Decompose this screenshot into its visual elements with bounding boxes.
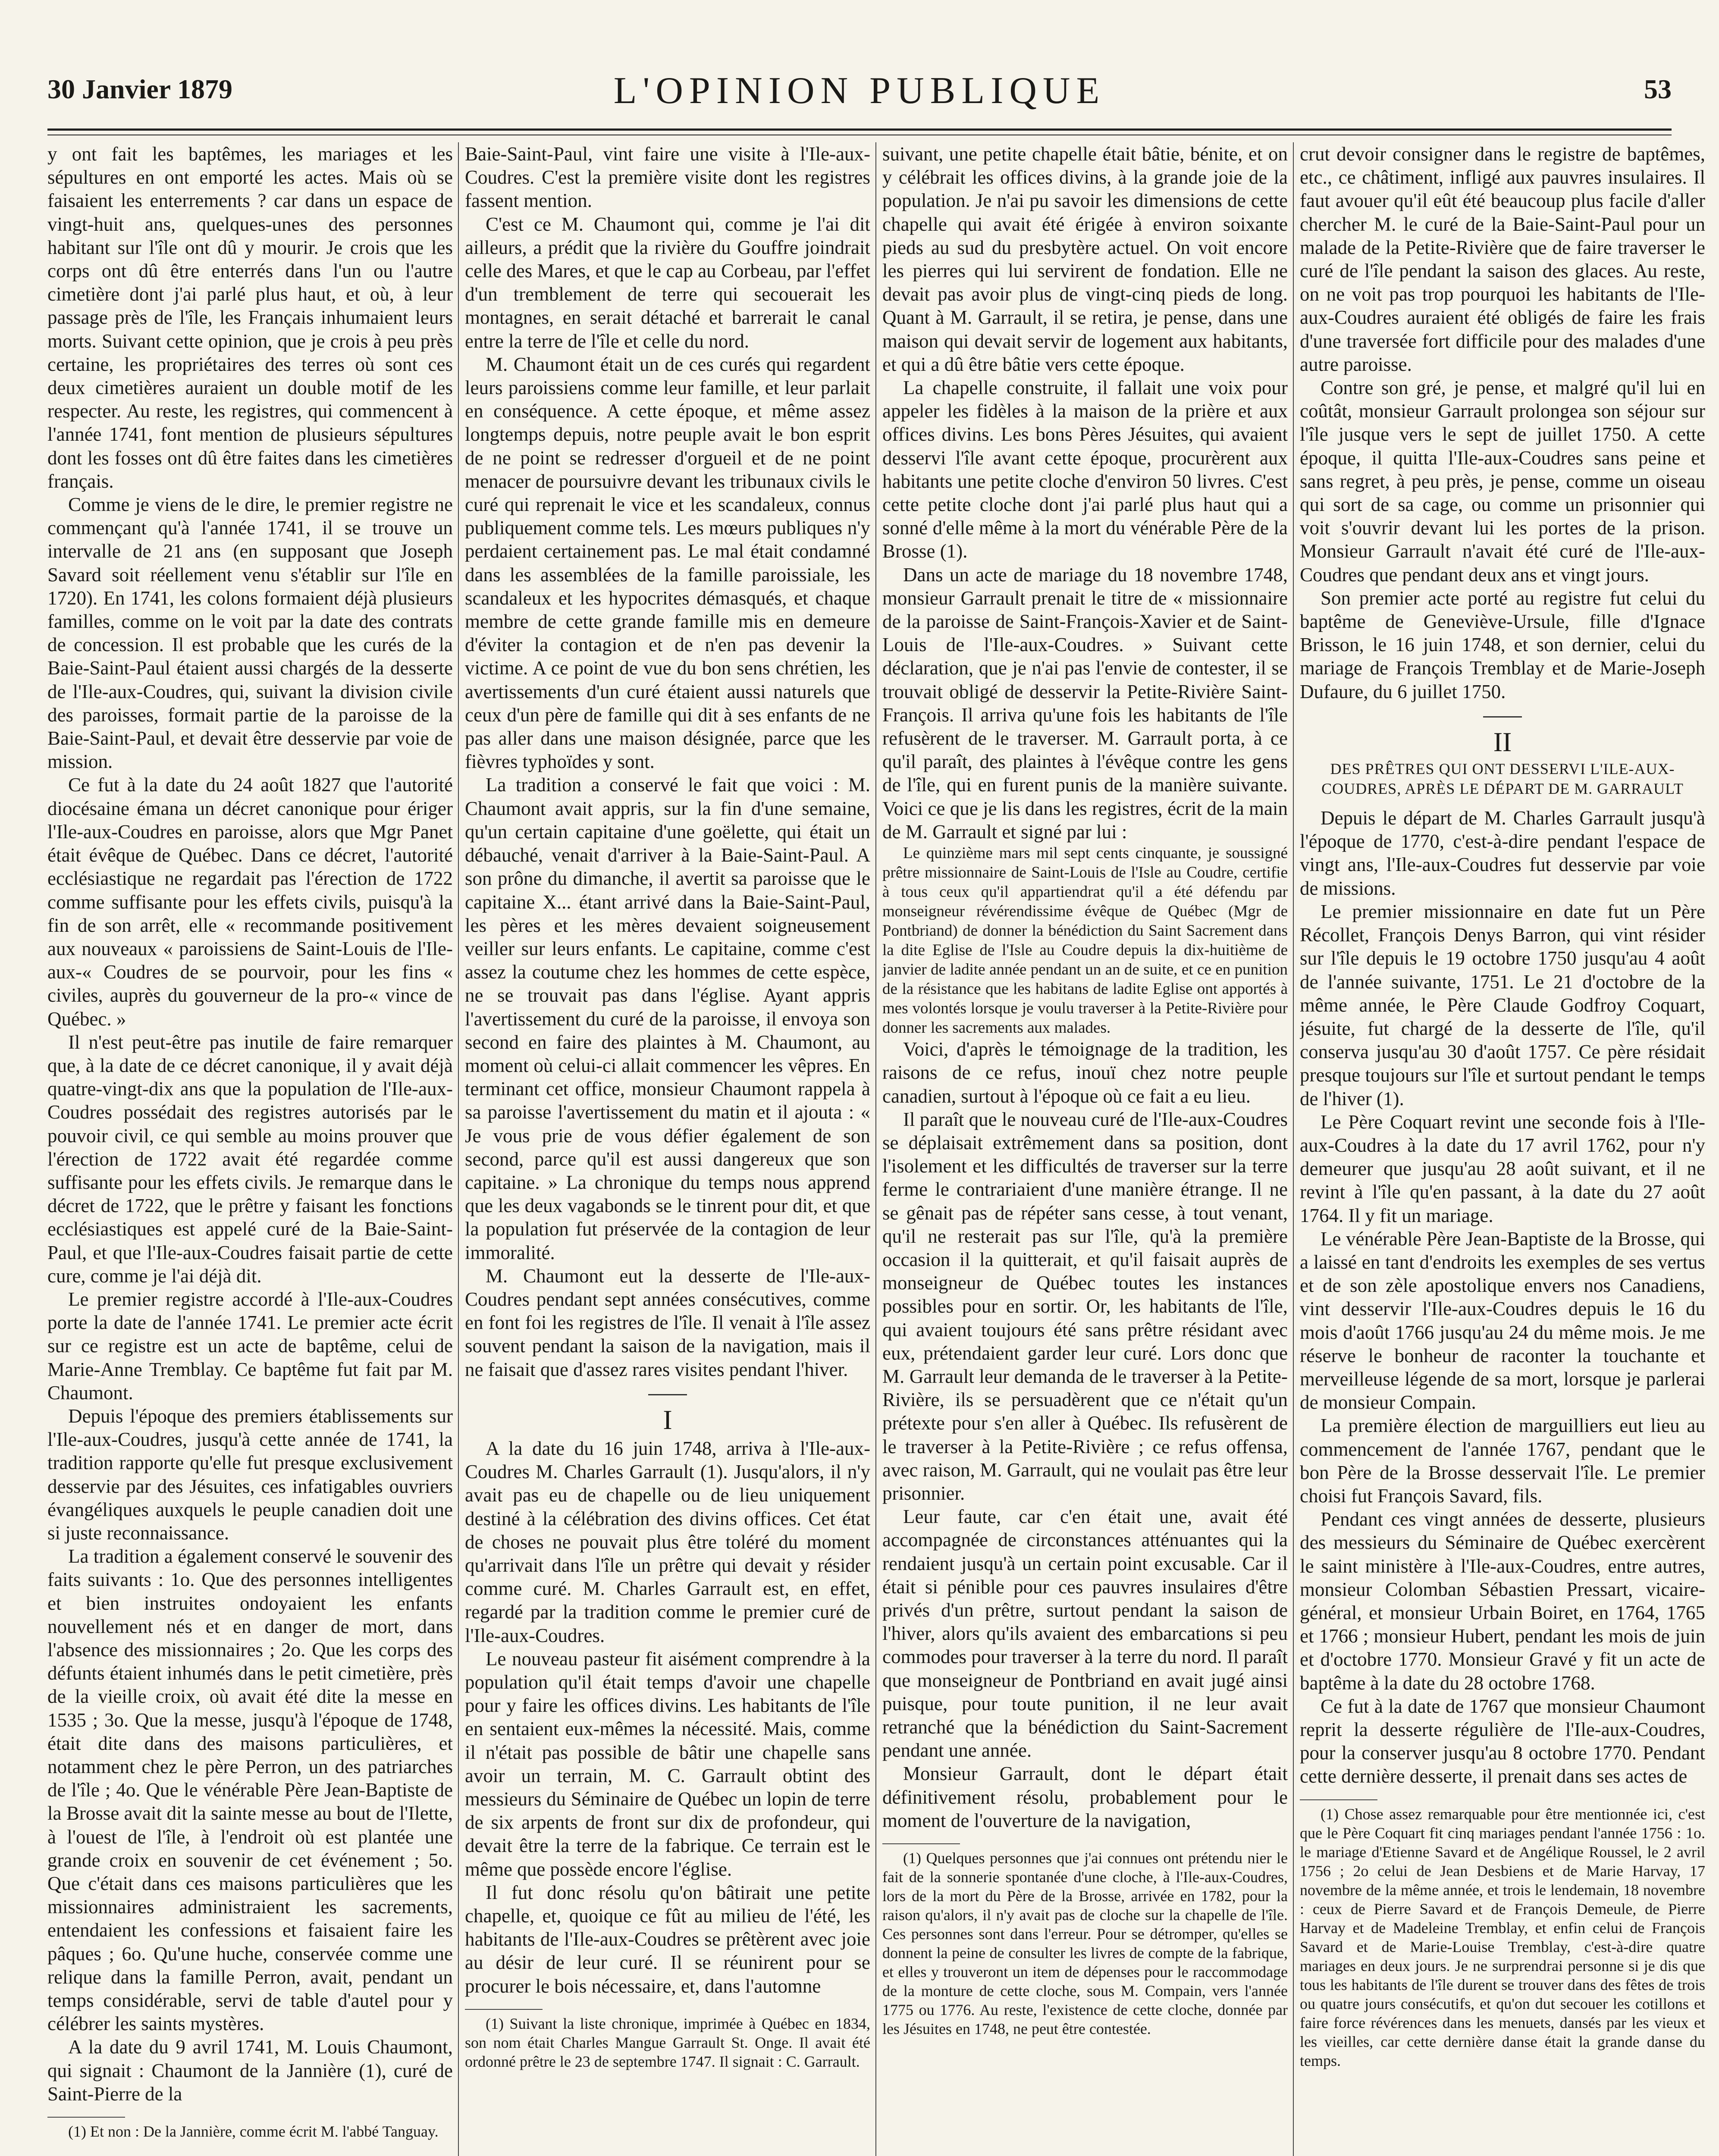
page-header: [47, 65, 1672, 121]
paragraph: Le Père Coquart revint une seconde fois à l'Ile-aux-Coudres à la date du 17 avril 1762, pour n'y demeurer que jusqu'au 28 août suivant, et il ne revint à l'île qu'en passant, à la date du 27 août 1764. Il y fit un mariage.: [1300, 1111, 1705, 1226]
footnote: (1) Quelques personnes que j'ai connues ont prétendu nier le fait de la sonnerie spontanée d'une cloche, à l'Ile-aux-Coudres, lors de la mort du Père de la Brosse, arrivée en 1782, pour la raison qu'alors, il n'y avait pas de cloche sur la chapelle de l'île. Ces personnes sont dans l'erreur. Pour se détromper, qu'elles se donnent la peine de consulter les livres de compte de la fabrique, et elles y trouveront un item de dépenses pour le raccommodage de la monture de cette cloche, sous M. Compain, vers l'année 1775 ou 1776. Au reste, l'existence de cette cloche, donnée par les Jésuites en 1748, ne peut être contestée.: [882, 1849, 1288, 2037]
column-divider: [875, 142, 876, 2156]
paragraph: A la date du 16 juin 1748, arriva à l'Ile-aux-Coudres M. Charles Garrault (1). Jusqu'alors, il n'y avait pas eu de chapelle ou de lieu uniquement destiné à la célébration des divins offices. Cet état de choses ne pouvait plus être toléré du moment qu'arrivait dans l'île un prêtre qui devait y résider comme curé. M. Charles Garrault est, en effet, regardé par la tradition comme le premier curé de l'Ile-aux-Coudres.: [465, 1437, 870, 1646]
register-quotation: Le quinzième mars mil sept cents cinquante, je soussigné prêtre missionnaire de Saint-Louis de l'Isle au Coudre, certifie à tous ceux qu'il appartiendrat qu'il a été défendu par monseigneur révérendissime évêque de Québec (Mgr de Pontbriand) de donner la bénédiction du Saint Sacrement dans la dite Eglise de l'Isle au Coudre depuis la dix-huitième de janvier de ladite année pendant un an de suite, et ce en punition de la résistance que les habitans de ladite Eglise ont apportés à mes volontés lorsque je voulu traverser à la Petite-Rivière pour donner les sacrements aux malades.: [882, 844, 1288, 1037]
column-3: [882, 142, 1288, 2156]
page-number: 53: [1644, 74, 1672, 104]
paragraph: La chapelle construite, il fallait une voix pour appeler les fidèles à la maison de la prière et aux offices divins. Les bons Pères Jésuites, qui avaient desservi l'île avant cette époque, procurèrent aux habitants une petite cloche d'environ 50 livres. C'est cette petite cloche dont j'ai parlé plus haut qui a sonné d'elle même à la mort du vénérable Père de la Brosse (1).: [882, 377, 1288, 562]
column-2: [465, 142, 870, 2156]
paragraph: Contre son gré, je pense, et malgré qu'il lui en coûtât, monsieur Garrault prolongea son séjour sur l'île jusque vers le sept de juillet 1750. A cette époque, il quitta l'Ile-aux-Coudres sans peine et sans regret, à peu près, je pense, comme un oiseau qui sort de sa cage, ou comme un prisonnier qui voit s'ouvrir devant lui les portes de la prison. Monsieur Garrault n'avait été curé de l'Ile-aux-Coudres que pendant deux ans et vingt jours.: [1300, 377, 1705, 586]
paragraph: Le vénérable Père Jean-Baptiste de la Brosse, qui a laissé en tant d'endroits les exemples de ses vertus et de son zèle apostolique envers nos Canadiens, vint desservir l'Ile-aux-Coudres depuis le 16 du mois d'août 1766 jusqu'au 24 du même mois. Je me réserve le bonheur de raconter la touchante et merveilleuse légende de sa mort, lorsque je parlerai de monsieur Compain.: [1300, 1228, 1705, 1413]
section-rule: [648, 1394, 687, 1395]
paragraph: Il fut donc résolu qu'on bâtirait une petite chapelle, et, quoique ce fût au milieu de l'été, les habitants de l'Ile-aux-Coudres se prêtèrent avec joie au désir de leur curé. Il se réunirent pour se procurer le bois nécessaire, et, dans l'automne: [465, 1881, 870, 1997]
paragraph: Ce fut à la date du 24 août 1827 que l'autorité diocésaine émana un décret canonique pour ériger l'Ile-aux-Coudres en paroisse, alors que Mgr Panet était évêque de Québec. Dans ce décret, l'autorité ecclésiastique ne regardait pas l'érection de 1722 comme suffisante pour les effets civils, puisqu'à la fin de son arrêt, elle « recommande positivement aux nouveaux « paroissiens de Saint-Louis de l'Ile-aux-« Coudres de se pourvoir, pour les fins « civiles, auprès du gouverneur de la pro-« vince de Québec. »: [47, 774, 453, 1030]
column-divider: [1293, 142, 1294, 2156]
issue-date: 30 Janvier 1879: [47, 74, 233, 104]
paragraph: Comme je viens de le dire, le premier registre ne commençant qu'à l'année 1741, il se trouve un intervalle de 21 ans (en supposant que Joseph Savard soit réellement venu s'établir sur l'île en 1720). En 1741, les colons formaient déjà plusieurs familles, comme on le voit par la date des contrats de concession. Il est probable que les curés de la Baie-Saint-Paul étaient aussi chargés de la desserte de l'Ile-aux-Coudres, qui, suivant la division civile des paroisses, formait partie de la paroisse de la Baie-Saint-Paul, et devait être desservie par voie de mission.: [47, 494, 453, 773]
paragraph: Le nouveau pasteur fit aisément comprendre à la population qu'il était temps d'avoir une chapelle pour y faire les offices divins. Les habitants de l'île en sentaient eux-mêmes la nécessité. Mais, comme il n'était pas possible de bâtir une chapelle sans avoir un terrain, M. C. Garrault obtint des messieurs du Séminaire de Québec un lopin de terre de six arpents de front sur dix de profondeur, qui devait être la terre de la fabrique. Ce terrain est le même que possède encore l'église.: [465, 1648, 870, 1880]
footnote: (1) Et non : De la Jannière, comme écrit M. l'abbé Tanguay.: [68, 2123, 439, 2140]
paragraph: crut devoir consigner dans le registre de baptêmes, etc., ce châtiment, infligé aux pauvres insulaires. Il faut avouer qu'il eût été beaucoup plus facile d'aller chercher M. le curé de la Baie-Saint-Paul pour un malade de la Petite-Rivière que de faire traverser le curé de l'île pendant la saison des glaces. Au reste, on ne voit pas trop pourquoi les habitants de l'Ile-aux-Coudres auraient été obligés de faire les frais d'une traversée fort difficile pour des malades d'une autre paroisse.: [1300, 143, 1705, 375]
paragraph: Son premier acte porté au registre fut celui du baptême de Geneviève-Ursule, fille d'Ignace Brisson, le 16 juin 1748, et son dernier, celui du mariage de François Tremblay et de Marie-Joseph Dufaure, du 6 juillet 1750.: [1300, 587, 1705, 702]
footnote-rule: [882, 1843, 960, 1844]
paragraph: La tradition a également conservé le souvenir des faits suivants : 1o. Que des personnes intelligentes et bien instruites ondoyaient les enfants nouvellement nés et en danger de mort, dans l'absence des missionnaires ; 2o. Que les corps des défunts étaient inhumés dans le petit cimetière, près de la vieille croix, où avait été dite la messe en 1535 ; 3o. Que la messe, jusqu'à l'époque de 1748, était dite dans des maisons particulières, et notamment chez le père Perron, un des patriarches de l'île ; 4o. Que le vénérable Père Jean-Baptiste de la Brosse avait dit la sainte messe au bout de l'Ilette, à l'ouest de l'île, à l'endroit où est plantée une grande croix en souvenir de cet événement ; 5o. Que c'était dans ces maisons particulières que les missionnaires administraient les sacrements, entendaient les confessions et faisaient faire les pâques ; 6o. Qu'une huche, conservée comme une relique dans la famille Perron, avait, pendant un temps considérable, servi de table d'autel pour y célébrer les saints mystères.: [47, 1545, 453, 2035]
paragraph: Depuis l'époque des premiers établissements sur l'Ile-aux-Coudres, jusqu'à cette année de 1741, la tradition rapporte qu'elle fut presque exclusivement desservie par des Jésuites, ces infatigables ouvriers évangéliques auxquels le peuple canadien doit une si juste reconnaissance.: [47, 1405, 453, 1544]
paragraph: Pendant ces vingt années de desserte, plusieurs des messieurs du Séminaire de Québec exercèrent le saint ministère à l'Ile-aux-Coudres, entre autres, monsieur Colomban Sébastien Pressart, vicaire-général, et monsieur Urbain Boiret, en 1764, 1765 et 1766 ; monsieur Hubert, pendant les mois de juin et d'octobre 1770. Monsieur Gravé y fit un acte de baptême à la date du 28 octobre 1768.: [1300, 1508, 1705, 1694]
paragraph: Le premier missionnaire en date fut un Père Récollet, François Denys Barron, qui vint résider sur l'île depuis le 19 octobre 1750 jusqu'au 4 août de l'année suivante, 1751. Le 21 d'octobre de la même année, le Père Claude Godfroy Coquart, jésuite, fut chargé de la desserte de l'île, qu'il conserva jusqu'au 30 d'août 1757. Ce père résidait presque toujours sur l'île et surtout pendant le temps de l'hiver (1).: [1300, 900, 1705, 1109]
column-1: [47, 142, 453, 2156]
column-divider: [458, 142, 459, 2156]
paragraph: La première élection de marguilliers eut lieu au commencement de l'année 1767, pendant que le bon Père de la Brosse desservait l'île. Le premier choisi fut François Savard, fils.: [1300, 1415, 1705, 1507]
column-4: [1300, 142, 1705, 2156]
paragraph: A la date du 9 avril 1741, M. Louis Chaumont, qui signait : Chaumont de la Jannière (1), curé de Saint-Pierre de la: [47, 2036, 453, 2105]
section-heading: DES PRÊTRES QUI ONT DESSERVI L'ILE-AUX-COUDRES, APRÈS LE DÉPART DE M. GARRAULT: [1321, 760, 1684, 798]
paragraph: Dans un acte de mariage du 18 novembre 1748, monsieur Garrault prenait le titre de « missionnaire de la paroisse de Saint-François-Xavier et de Saint-Louis de l'Ile-aux-Coudres. » Suivant cette déclaration, que je n'ai pas l'envie de contester, il se trouvait obligé de desservir la Petite-Rivière Saint-François. Il arriva qu'une fois les habitants de l'île refusèrent de le traverser. M. Garrault porta, à ce qu'il paraît, des plaintes à l'évêque contre les gens de l'île, qui en furent punis de la manière suivante. Voici ce que je lis dans les registres, écrit de la main de M. Garrault et signé par lui :: [882, 564, 1288, 843]
footnote-rule: [47, 2117, 125, 2118]
paragraph: Voici, d'après le témoignage de la tradition, les raisons de ce refus, inouï chez notre peuple canadien, surtout à l'époque où ce fait a eu lieu.: [882, 1038, 1288, 1107]
paragraph: M. Chaumont eut la desserte de l'Ile-aux-Coudres pendant sept années consécutives, comme en font foi les registres de l'île. Il venait à l'île assez souvent pendant la saison de la navigation, mais il ne faisait que d'assez rares visites pendant l'hiver.: [465, 1265, 870, 1380]
paragraph: Il paraît que le nouveau curé de l'Ile-aux-Coudres se déplaisait extrêmement dans sa position, dont l'isolement et les difficultés de traverser sur la terre ferme le contrariaient d'une manière étrange. Il ne se gênait pas de répéter sans cesse, à tout venant, qu'il ne resterait pas sur l'île, qu'à la première occasion il la quitterait, et qu'il faisait auprès de monseigneur de Québec toutes les instances possibles pour en sortir. Or, les habitants de l'île, qui avaient toujours été sans prêtre résidant avec eux, prétendaient garder leur curé. Lors donc que M. Garrault leur demanda de le traverser à la Petite-Rivière, ils se persuadèrent que ce n'était qu'un prétexte pour s'en aller à Québec. Ils refusèrent de le traverser à la Petite-Rivière ; ce refus offensa, avec raison, M. Garrault, qui ne voulait pas être leur prisonnier.: [882, 1108, 1288, 1504]
paragraph: C'est ce M. Chaumont qui, comme je l'ai dit ailleurs, a prédit que la rivière du Gouffre joindrait celle des Mares, et que le cap au Corbeau, par l'effet d'un tremblement de terre qui secouerait les montagnes, en serait détaché et barrerait le canal entre la terre de l'île et celle du nord.: [465, 213, 870, 352]
footnote-rule: [1300, 1799, 1377, 1800]
newspaper-title: L'OPINION PUBLIQUE: [613, 70, 1106, 112]
section-rule: [1483, 716, 1522, 718]
paragraph: Leur faute, car c'en était une, avait été accompagnée de circonstances atténuantes qui la rendaient jusqu'à un certain point excusable. Car il était si pénible pour ces pauvres insulaires d'être privés d'un prêtre, surtout pendant la saison de l'hiver, alors qu'ils avaient des embarcations si peu commodes pour traverser à la terre du nord. Il paraît que monseigneur de Pontbriand en avait jugé ainsi puisque, pour toute punition, il ne leur avait retranché que la bénédiction du Saint-Sacrement pendant une année.: [882, 1506, 1288, 1761]
paragraph: Baie-Saint-Paul, vint faire une visite à l'Ile-aux-Coudres. C'est la première visite dont les registres fassent mention.: [465, 143, 870, 212]
header-rule: [47, 128, 1672, 131]
paragraph: Depuis le départ de M. Charles Garrault jusqu'à l'époque de 1770, c'est-à-dire pendant l'espace de vingt ans, l'Ile-aux-Coudres fut desservie par voie de missions.: [1300, 807, 1705, 899]
footnote: (1) Chose assez remarquable pour être mentionnée ici, c'est que le Père Coquart fit cinq mariages pendant l'année 1756 : 1o. le mariage d'Etienne Savard et de Angélique Roussel, le 2 avril 1756 ; 2o celui de Jean Desbiens et de Marie Harvay, 17 novembre de la même année, et trois le lendemain, 18 novembre : ceux de Pierre Savard et de François Demeule, de Pierre Harvay et de Madeleine Tremblay, et enfin celui de François Savard et de Marie-Louise Tremblay, c'est-à-dire quatre mariages en deux jours. Je ne surprendrai personne si je dis que tous les habitants de l'île durent se trouver dans des fêtes de trois ou quatre jours consécutifs, et qu'on dut secouer les cotillons et faire force révérences dans les menuets, dansés par les vieux et les vieilles, car cette dernière danse était la grande danse du temps.: [1300, 1805, 1705, 2069]
paragraph: Le premier registre accordé à l'Ile-aux-Coudres porte la date de l'année 1741. Le premier acte écrit sur ce registre est un acte de baptême, celui de Marie-Anne Tremblay. Ce baptême fut fait par M. Chaumont.: [47, 1288, 453, 1404]
paragraph: M. Chaumont était un de ces curés qui regardent leurs paroissiens comme leur famille, et leur parlait en conséquence. A cette époque, et même assez longtemps depuis, notre peuple avait le bon esprit de ne point se redresser d'orgueil et de ne point menacer de poursuivre devant les tribunaux civils le curé qui reprenait le vice et les scandaleux, connus publiquement comme tels. Les mœurs publiques n'y perdaient certainement pas. Le mal était condamné dans les assemblées de la famille paroissiale, les scandaleux et les hypocrites démasqués, et chaque membre de cette grande famille mis en demeure d'éviter la contagion et de n'en pas devenir la victime. A ce point de vue du bon sens chrétien, les avertissements d'un curé étaient aussi naturels que ceux d'un père de famille qui dit à ses enfants de ne pas aller dans une maison désignée, parce que les fièvres typhoïdes y sont.: [465, 353, 870, 773]
footnote-rule: [465, 2009, 543, 2010]
section-numeral: I: [663, 1404, 672, 1435]
paragraph: y ont fait les baptêmes, les mariages et les sépultures en ont emporté les actes. Mais où se faisaient les enterrements ? car dans un espace de vingt-huit ans, quelques-unes des personnes habitant sur l'île ont dû y mourir. Je crois que les corps ont dû être enterrés dans l'un ou l'autre cimetière dont j'ai parlé plus haut, et où, à leur passage près de l'île, les Français inhumaient leurs morts. Suivant cette opinion, que je crois à peu près certaine, les propriétaires des terres où sont ces deux cimetières auraient un double motif de les respecter. Au reste, les registres, qui commencent à l'année 1741, font mention de plusieurs sépultures dont les fosses ont dû être faites dans les cimetières français.: [47, 143, 453, 492]
footnote: (1) Suivant la liste chronique, imprimée à Québec en 1834, son nom était Charles Mangue Garrault St. Onge. Il avait été ordonné prêtre le 23 de septembre 1747. Il signait : C. Garrault.: [465, 2015, 870, 2070]
paragraph: Monsieur Garrault, dont le départ était définitivement résolu, probablement pour le moment de l'ouverture de la navigation,: [882, 1763, 1288, 1831]
paragraph: suivant, une petite chapelle était bâtie, bénite, et on y célébrait les offices divins, à la grande joie de la population. Je n'ai pu savoir les dimensions de cette chapelle qui avait été érigée à environ soixante pieds au sud du presbytère actuel. On voit encore les pierres qui lui servirent de fondation. Elle ne devait pas avoir plus de vingt-cinq pieds de long. Quant à M. Garrault, il se retira, je pense, dans une maison qui devait servir de logement aux habitants, et qui a dû être bâtie vers cette époque.: [882, 143, 1288, 375]
paragraph: La tradition a conservé le fait que voici : M. Chaumont avait appris, sur la fin d'une semaine, qu'un certain capitaine d'une goëlette, qui était un débauché, venait d'arriver à la Baie-Saint-Paul. A son prône du dimanche, il avertit sa paroisse que le capitaine X... étant arrivé dans la Baie-Saint-Paul, les pères et les mères devaient soigneusement veiller sur leurs enfants. Le capitaine, comme c'est assez la coutume chez les hommes de cette espèce, ne se trouvait pas dans l'église. Ayant appris l'avertissement du curé de la paroisse, il envoya son second en faire des plaintes à M. Chaumont, au moment où celui-ci allait commencer les vêpres. En terminant cet office, monsieur Chaumont rappela à sa paroisse l'avertissement du matin et il ajouta : « Je vous prie de vous défier également de son second, parce qu'il est aussi dangereux que son capitaine. » La chronique du temps nous apprend que les deux vagabonds se le tinrent pour dit, et que la population fut préservée de la contagion de leur immoralité.: [465, 774, 870, 1263]
section-numeral: II: [1493, 726, 1512, 757]
paragraph: Ce fut à la date de 1767 que monsieur Chaumont reprit la desserte régulière de l'Ile-aux-Coudres, pour la conserver jusqu'au 8 octobre 1770. Pendant cette dernière desserte, il prenait dans ses actes de: [1300, 1695, 1705, 1787]
paragraph: Il n'est peut-être pas inutile de faire remarquer que, à la date de ce décret canonique, il y avait déjà quatre-vingt-dix ans que la population de l'Ile-aux-Coudres possédait des registres autorisés par le pouvoir civil, ce qui semble au moins prouver que l'érection de 1722 avait été regardée comme suffisante pour les effets civils. Je remarque dans le décret de 1722, que le prêtre y faisant les fonctions ecclésiastiques est appelé curé de la Baie-Saint-Paul, et que l'Ile-aux-Coudres faisait partie de cette cure, comme je l'ai déjà dit.: [47, 1031, 453, 1287]
